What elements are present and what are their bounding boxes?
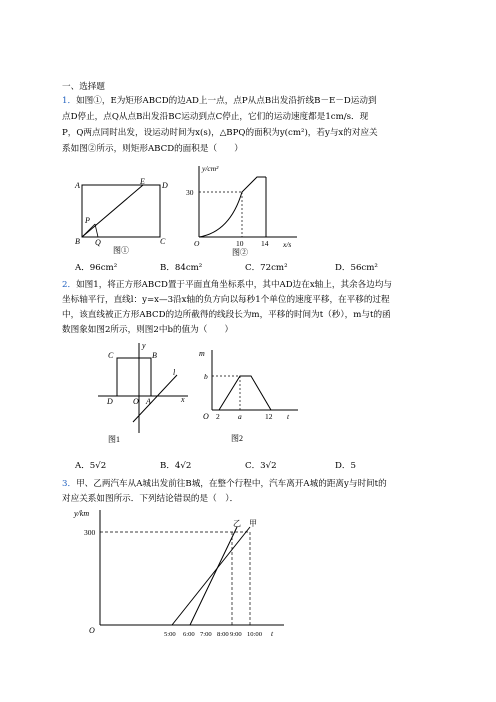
q2-option-a: A．5√2 (75, 461, 107, 471)
q2-figure-1 (93, 338, 193, 448)
section-title: 一、选择题 (62, 82, 105, 92)
label-c: C (160, 237, 166, 246)
q2-option-c: C．3√2 (245, 461, 277, 471)
q2-line-1 (62, 279, 392, 292)
label-p: P (85, 216, 90, 225)
q2-fig2-xtick-t: t (287, 412, 290, 421)
segment-bp (82, 224, 95, 237)
rectangle-abcd (82, 185, 160, 237)
q1-fig1-caption: 图① (113, 246, 129, 255)
q1-option-d: D．56cm² (335, 263, 378, 273)
q1-option-a: A．96cm² (75, 263, 118, 273)
q3-xtick-6: 6:00 (183, 631, 195, 638)
q2-text-1: 如图1，将正方形ABCD置于平面直角坐标系中，其中AD边在x轴上，其余各边均与 (76, 280, 393, 290)
q1-fig2-origin: O (194, 239, 200, 248)
q3-line-1 (62, 478, 387, 491)
q3-xtick-7: 7:00 (200, 631, 212, 638)
q3-series-yi: 乙 (233, 519, 241, 528)
q3-xtick-5: 5:00 (164, 631, 176, 638)
segment-pq (95, 224, 98, 237)
q3-xtick-10: 10:00 (247, 631, 263, 638)
line-yi (190, 527, 237, 625)
q2-label-b: B (152, 351, 157, 360)
q1-fig2-xtick-14: 14 (261, 239, 269, 248)
q3-figure (72, 505, 287, 645)
q2-option-b: B．4√2 (160, 461, 192, 471)
q1-fig2-xlabel: x/s (283, 240, 292, 249)
q2-graph (219, 376, 271, 410)
q1-figure-1 (70, 175, 180, 255)
q2-fig2-xtick-12: 12 (265, 412, 273, 421)
square-abcd (117, 358, 151, 396)
q2-label-a: A (146, 397, 151, 406)
q2-fig2-ylabel: m (199, 349, 205, 358)
q1-option-c: C．72cm² (245, 263, 288, 273)
q1-fig2-ytick: 30 (186, 188, 194, 197)
label-d: D (162, 181, 168, 190)
q1-fig2-xtick-10: 10 (236, 239, 244, 248)
q3-ylabel: y/km (74, 509, 90, 518)
label-a: A (75, 181, 80, 190)
q1-figure-2 (185, 162, 300, 257)
q2-line-2: 坐标轴平行，直线l：y=x—3沿x轴的负方向以每秒1个单位的速度平移，在平移的过程 (62, 295, 390, 305)
q1-line-2: 点D停止，点Q从点B出发沿BC运动到点C停止，它们的运动速度都是1cm/s．现 (62, 112, 369, 122)
q2-fig2-ytick: b (204, 372, 208, 381)
q2-option-d: D．5 (335, 461, 356, 471)
q1-fig2-ylabel: y/cm² (202, 164, 219, 173)
q1-number: 1． (62, 96, 77, 106)
q3-text-1: 甲、乙两汽车从A城出发前往B城，在整个行程中，汽车离开A城的距离y与时间t的 (76, 479, 387, 489)
q1-curve (199, 177, 266, 237)
q2-fig2-caption: 图2 (231, 434, 243, 443)
q2-label-c: C (108, 351, 114, 360)
label-e: E (140, 177, 145, 186)
q2-fig2-xtick-a: a (238, 412, 242, 421)
q1-line-3: P，Q两点同时出发，设运动时间为x(s)，△BPQ的面积为y(cm²)，若y与x的对应关 (62, 128, 378, 138)
q3-series-jia: 甲 (249, 519, 257, 528)
q2-label-d: D (107, 397, 113, 406)
segment-be (82, 185, 143, 237)
q2-label-o: O (133, 397, 139, 406)
q2-label-x: x (181, 395, 185, 404)
q1-text-1: 如图①，E为矩形ABCD的边AD上一点，点P从点B出发沿折线B－E－D运动到 (76, 96, 377, 106)
label-q: Q (95, 238, 101, 247)
label-b: B (75, 237, 80, 246)
q3-xlabel: t (271, 629, 274, 638)
q3-number: 3． (62, 479, 77, 489)
q2-line-4: 数图象如图2所示，则图2中b的值为（ ） (62, 325, 234, 335)
q2-fig1-caption: 图1 (108, 435, 120, 444)
q3-ytick-300: 300 (84, 528, 96, 537)
q1-option-b: B．84cm² (160, 263, 203, 273)
q3-origin: O (89, 626, 95, 635)
q2-figure-2 (198, 345, 308, 445)
q2-number: 2． (62, 280, 77, 290)
q2-line-3: 中，该直线被正方形ABCD的边所截得的线段长为m，平移的时间为t（秒），m与t的函 (62, 310, 391, 320)
q3-xtick-8: 8:00 (217, 631, 229, 638)
line-jia (172, 527, 250, 625)
q1-line-4: 系如图②所示，则矩形ABCD的面积是（ ） (62, 144, 243, 154)
q3-line-2: 对应关系如图所示．下列结论错误的是（ ）． (62, 494, 239, 504)
q1-fig2-caption: 图② (232, 248, 248, 257)
q2-fig2-xtick-2: 2 (216, 412, 220, 421)
q1-line-1 (62, 95, 377, 108)
q2-fig2-origin: O (203, 412, 209, 421)
q2-label-l: l (173, 368, 176, 377)
q2-label-y: y (142, 341, 146, 350)
q3-xtick-9: 9:00 (230, 631, 242, 638)
line-l (133, 375, 177, 422)
